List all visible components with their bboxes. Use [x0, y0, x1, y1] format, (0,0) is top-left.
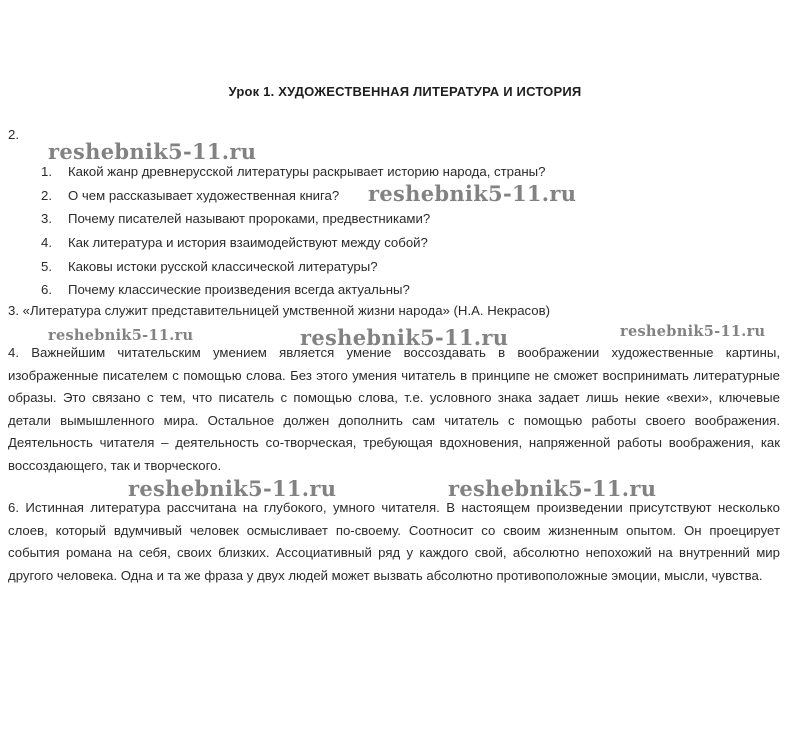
watermark: reshebnik5-11.ru — [48, 327, 194, 344]
question-number: 5. — [41, 259, 52, 274]
section-4-text: 4. Важнейшим читательским умением является умение воссоздавать в воображении художественные картины, изображенные писателем с помощью слова. Без этого умения читатель в принципе не сможет воспринимать литературные образы. Это связано с тем, что писатель с помощью слова, т.е. условного знака задает лишь некие «вехи», ключевые детали вымышленного мира. Остальное должен дополнить сам читатель с помощью работы своего воображения. Деятельность читателя – деятельность со-творческая, требующая вдохновения, напряженной работы воображения, как воссоздающего, так и творческого. — [8, 345, 780, 473]
question-number: 4. — [41, 235, 52, 250]
question-text: Каковы истоки русской классической литературы? — [68, 259, 378, 274]
section-4-paragraph — [8, 342, 780, 477]
question-number: 3. — [41, 211, 52, 226]
watermark: reshebnik5-11.ru — [448, 476, 657, 501]
watermark: reshebnik5-11.ru — [128, 476, 337, 501]
section-3-quote: 3. «Литература служит представительницей умственной жизни народа» (Н.А. Некрасов) — [8, 303, 550, 318]
page-title: Урок 1. ХУДОЖЕСТВЕННАЯ ЛИТЕРАТУРА И ИСТОРИЯ — [228, 84, 582, 99]
question-text: О чем рассказывает художественная книга? — [68, 188, 340, 203]
question-text: Какой жанр древнерусской литературы раскрывает историю народа, страны? — [68, 164, 546, 179]
watermark: reshebnik5-11.ru — [48, 139, 257, 164]
section-6-text: 6. Истинная литература рассчитана на глубокого, умного читателя. В настоящем произведении присутствуют несколько слоев, который вдумчивый человек осмысливает по-своему. Соотносит со своим жизненным опытом. Он проецирует события романа на себя, своих близких. Ассоциативный ряд у каждого свой, абсолютно непохожий на внутренний мир другого человека. Одна и та же фраза у двух людей может вызвать абсолютно противоположные эмоции, мысли, чувства. — [8, 500, 780, 583]
watermark: reshebnik5-11.ru — [368, 181, 577, 206]
question-number: 6. — [41, 282, 52, 297]
question-text: Почему писателей называют пророками, предвестниками? — [68, 211, 431, 226]
section-6-paragraph — [8, 497, 780, 587]
watermark: reshebnik5-11.ru — [300, 325, 509, 350]
question-number: 2. — [41, 188, 52, 203]
question-text: Как литература и история взаимодействуют между собой? — [68, 235, 428, 250]
question-number: 1. — [41, 164, 52, 179]
watermark: reshebnik5-11.ru — [620, 323, 766, 340]
question-text: Почему классические произведения всегда актуальны? — [68, 282, 410, 297]
section-2-number: 2. — [8, 127, 19, 142]
